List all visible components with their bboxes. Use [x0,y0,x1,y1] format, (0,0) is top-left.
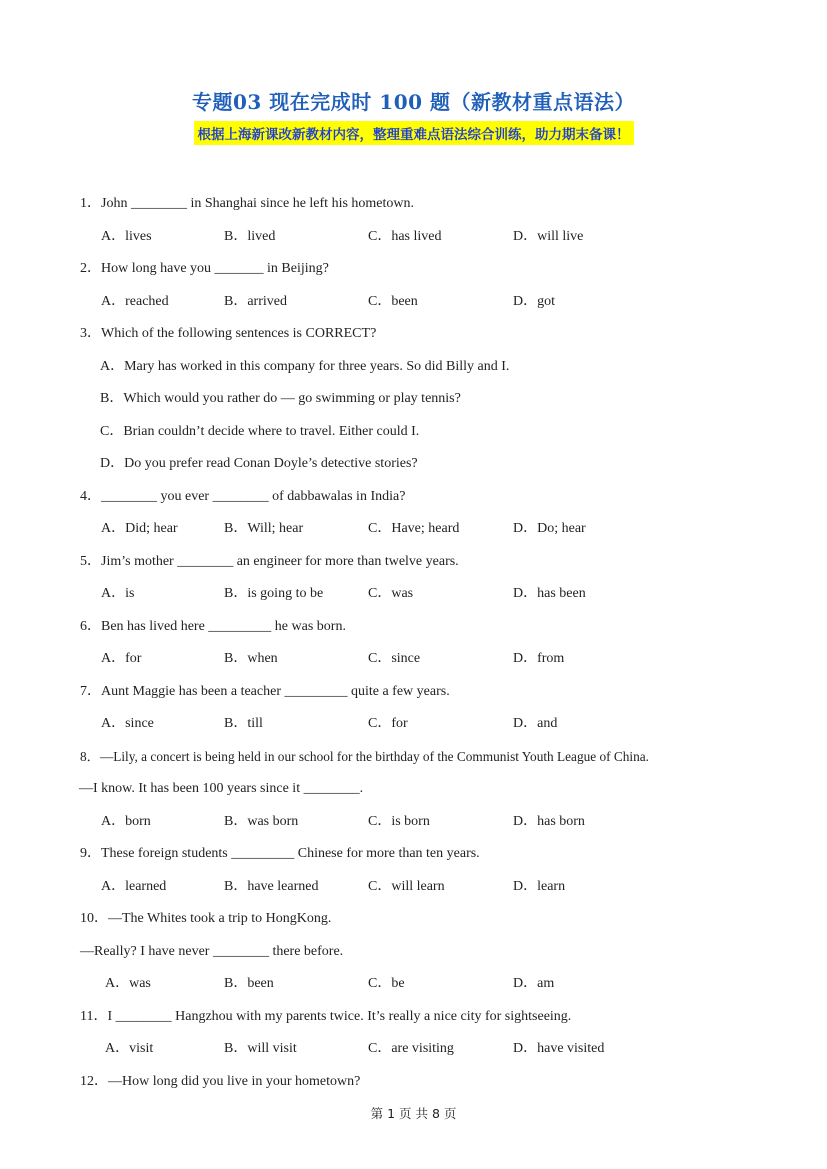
option-d: D．Do you prefer read Conan Doyle’s detective stories? [100,456,418,471]
question-stem-reply: —Really? I have never ________ there before. [80,943,344,959]
question-list [80,192,760,1102]
question-stem: 10．—The Whites took a trip to HongKong. [80,911,332,926]
option-b: B．will visit [224,1041,297,1056]
question-stem: 1．John ________ in Shanghai since he left his hometown. [80,196,415,211]
option-c: C．Brian couldn’t decide where to travel. Either could I. [100,423,420,439]
option-a: A．Did; hear [101,521,178,536]
option-b: B．till [224,716,263,731]
highlighted-subtitle: 根据上海新课改新教材内容，整理重难点语法综合训练，助力期末备课！ [194,121,634,145]
option-c: C．was [368,586,414,601]
option-row [80,290,760,323]
option-d: D．has been [513,586,586,601]
option-row [80,517,760,550]
option-row [80,875,760,908]
option-row [80,582,760,615]
option-a: A．reached [101,293,169,309]
option-row [80,712,760,745]
option-b: B．lived [224,228,276,244]
option-a: A．for [101,651,142,666]
option-c: C．for [368,716,408,731]
option-b: B．have learned [224,878,319,894]
question-stem: 5．Jim’s mother ________ an engineer for more than twelve years. [80,553,459,569]
question-stem: 11．I ________ Hangzhou with my parents twice. It’s really a nice city for sightseeing. [80,1008,572,1024]
question-stem: 7．Aunt Maggie has been a teacher _________ quite a few years. [80,683,450,699]
option-b: B．is going to be [224,586,324,601]
option-row [80,1037,760,1070]
option-c: C．is born [368,813,430,829]
option-a: A．learned [101,878,167,894]
option-d: D．and [513,716,558,731]
option-a: A．since [101,716,154,731]
question-stem: 4．________ you ever ________ of dabbawalas in India? [80,488,406,504]
option-c: C．are visiting [368,1041,454,1056]
page-title: 专题03 现在完成时 100 题（新教材重点语法） [192,90,635,114]
option-d: D．from [513,651,565,666]
option-a: A．was [105,976,151,991]
option-b: B．arrived [224,293,287,309]
question-stem: 8．—Lily, a concert is being held in our school for the birthday of the Communist Youth League of China. [80,748,649,764]
option-d: D．got [513,293,555,309]
option-row [80,225,760,258]
option-d: D．have visited [513,1041,605,1056]
option-a: A．born [101,813,151,829]
option-a: A．is [101,586,135,601]
option-d: D．will live [513,228,584,244]
page-footer: 第 1 页 共 8 页 [370,1106,457,1121]
option-b: B．been [224,976,274,991]
question-stem: 3．Which of the following sentences is CORRECT? [80,326,377,341]
option-b: B．Which would you rather do — go swimming or play tennis? [100,391,461,406]
option-d: D．am [513,976,555,991]
option-a: A．lives [101,228,152,244]
option-d: D．has born [513,813,585,829]
question-stem: 6．Ben has lived here _________ he was born. [80,618,346,634]
option-c: C．will learn [368,878,445,894]
option-c: C．be [368,976,405,991]
option-c: C．Have; heard [368,521,460,536]
option-c: C．been [368,293,418,309]
option-b: B．when [224,651,278,666]
option-d: D．Do; hear [513,521,586,536]
option-b: B．was born [224,813,299,829]
question-stem-reply: —I know. It has been 100 years since it ________. [79,781,364,796]
option-c: C．has lived [368,228,442,244]
option-b: B．Will; hear [224,521,304,536]
option-row [80,647,760,680]
option-c: C．since [368,651,421,666]
option-a: A．visit [105,1041,154,1056]
question-stem: 12．—How long did you live in your hometown? [80,1073,361,1089]
question-stem: 2．How long have you _______ in Beijing? [80,261,329,276]
option-row [80,810,760,843]
subtitle-banner [0,121,827,145]
option-row [80,972,760,1005]
question-stem: 9．These foreign students _________ Chinese for more than ten years. [80,846,480,861]
option-d: D．learn [513,878,566,894]
option-a: A．Mary has worked in this company for three years. So did Billy and I. [100,358,510,374]
